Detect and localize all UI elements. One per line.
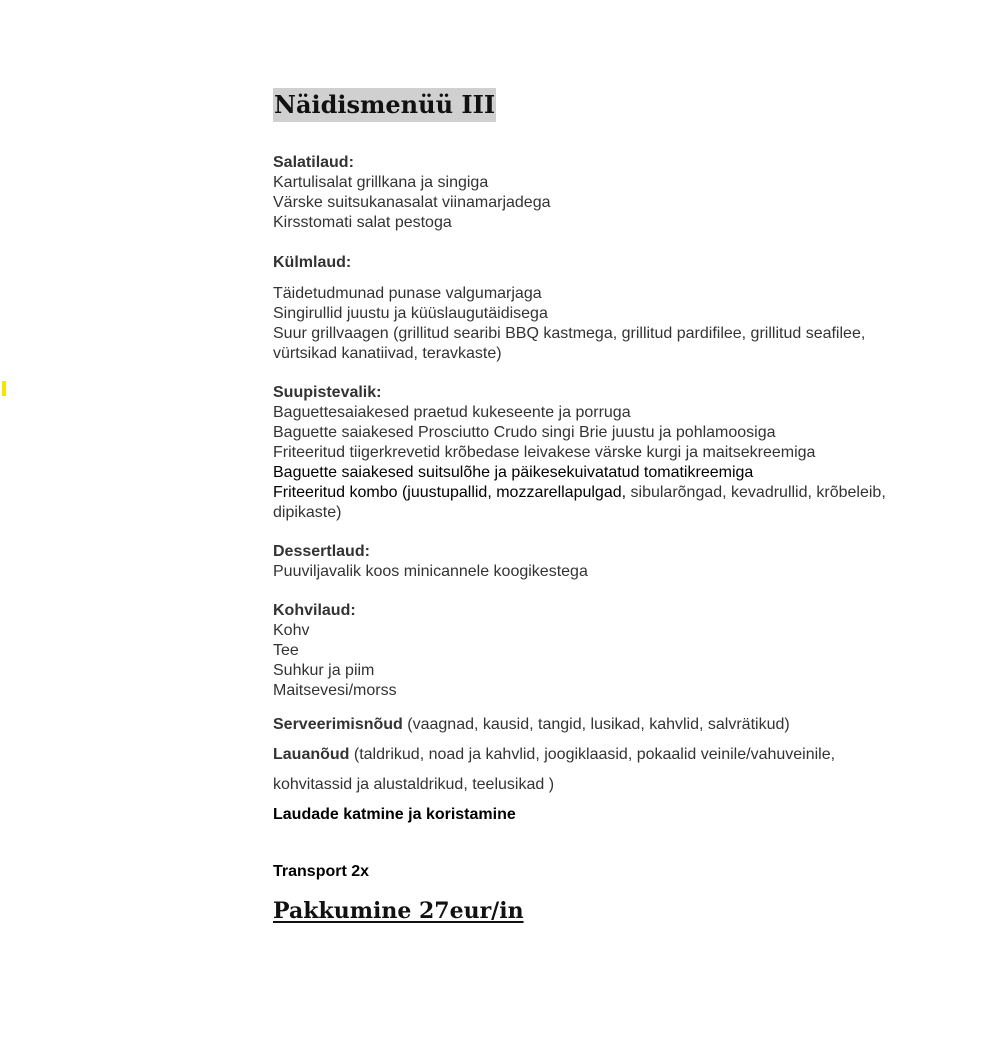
serveerimisnoud-line [273,710,913,740]
menu-item: Puuviljavalik koos minicannele koogikestega [273,563,588,580]
menu-item: Singirullid juustu ja küüslaugutäidisega [273,305,548,322]
menu-list [273,621,913,701]
menu-item: Kirsstomati salat pestoga [273,214,452,231]
section-heading: Suupistevalik: [273,384,382,401]
menu-item: Baguette saiakesed Prosciutto Crudo singi Brie juustu ja pohlamoosiga [273,424,776,441]
laudade-katmine: Laudade katmine ja koristamine [273,806,516,823]
menu-list [273,403,913,523]
section-heading: Kohvilaud: [273,602,356,619]
section-salatilaud [273,153,913,233]
section-heading: Külmlaud: [273,254,352,271]
menu-item: Suur grillvaagen (grillitud searibi BBQ kastmega, grillitud pardifilee, grillitud seafilee, vürtsikad kanatiivad, teravkaste) [273,325,866,362]
section-heading: Salatilaud: [273,154,354,171]
menu-item: Täidetudmunad punase valgumarjaga [273,285,542,302]
menu-list [273,284,913,364]
menu-item: Kartulisalat grillkana ja singiga [273,174,489,191]
menu-item: Tee [273,642,299,659]
lauanoud-line [273,740,913,800]
serveerimisnoud-label: Serveerimisnõud [273,716,403,733]
menu-list [273,562,913,582]
menu-item: Baguettesaiakesed praetud kukeseente ja porruga [273,404,631,421]
section-kohvilaud [273,601,913,701]
page-title: Näidismenüü III [273,88,496,122]
section-kulmlaud [273,253,913,364]
menu-item-kombo [273,483,913,523]
menu-document [273,88,913,926]
kombo-text-dark: Friteeritud kombo (juustupallid, mozzarellapulgad, [273,484,627,501]
transport-line: Transport 2x [273,863,370,880]
lauanoud-detail: (taldrikud, noad ja kahvlid, joogiklaasid, pokaalid veinile/vahuveinile, kohvitassid ja alustaldrikud, teelusikad ) [273,746,836,793]
section-dessertlaud [273,542,913,582]
margin-highlight-marker [2,381,6,396]
serveerimisnoud-detail: (vaagnad, kausid, tangid, lusikad, kahvlid, salvrätikud) [402,716,790,733]
kombo-text-rest: sibularõngad, kevadrullid, krõbeleib, dipikaste) [273,484,886,521]
menu-item: Maitsevesi/morss [273,682,397,699]
section-suupistevalik [273,383,913,523]
menu-item: Friteeritud tiigerkrevetid krõbedase leivakese värske kurgi ja maitsekreemiga [273,444,816,461]
menu-item: Värske suitsukanasalat viinamarjadega [273,194,551,211]
menu-item: Baguette saiakesed suitsulõhe ja päikesekuivatatud tomatikreemiga [273,464,754,481]
menu-item: Suhkur ja piim [273,662,375,679]
section-heading: Dessertlaud: [273,543,370,560]
menu-list [273,173,913,233]
offer-price: Pakkumine 27eur/in [273,898,524,924]
lauanoud-label: Lauanõud [273,746,350,763]
menu-item: Kohv [273,622,310,639]
